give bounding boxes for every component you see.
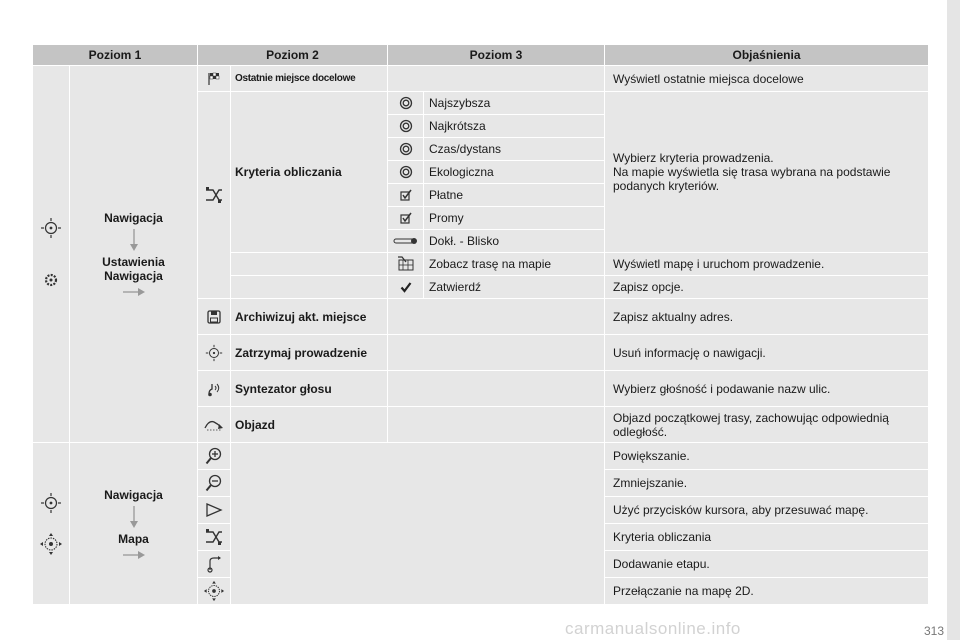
route-criteria-icon bbox=[205, 186, 223, 204]
arrow-right-icon bbox=[123, 287, 145, 297]
header-explanations: Objaśnienia bbox=[605, 45, 929, 66]
empty-level2-cell bbox=[231, 253, 388, 276]
map-2d-icon bbox=[203, 580, 225, 602]
save-disk-icon bbox=[206, 309, 222, 325]
confirm-desc: Zapisz opcje. bbox=[605, 276, 929, 299]
level2-icon-cell bbox=[198, 66, 231, 92]
page-number: 313 bbox=[923, 624, 944, 638]
cursor-desc: Użyć przycisków kursora, aby przesuwać mapę. bbox=[605, 497, 929, 524]
criteria-desc bbox=[605, 92, 929, 253]
radio-icon bbox=[399, 165, 413, 179]
last-destination-label: Ostatnie miejsce docelowe bbox=[231, 66, 388, 92]
zoom-out-icon-cell bbox=[198, 470, 231, 497]
arrow-down-icon bbox=[129, 229, 139, 251]
checkbox-icon bbox=[400, 189, 412, 201]
add-waypoint-icon bbox=[205, 555, 223, 573]
checkmark-icon bbox=[400, 281, 412, 293]
header-level2: Poziom 2 bbox=[198, 45, 388, 66]
detour-label: Objazd bbox=[231, 407, 388, 443]
route-criteria-icon-cell bbox=[198, 524, 231, 551]
checkmark-icon-cell bbox=[388, 276, 424, 299]
navigation-icon bbox=[40, 217, 62, 239]
radio-icon-cell bbox=[388, 92, 424, 115]
level2-icon-cell bbox=[198, 371, 231, 407]
empty-level3-cell bbox=[388, 299, 605, 335]
archive-desc: Zapisz aktualny adres. bbox=[605, 299, 929, 335]
navigation-icon bbox=[40, 492, 62, 514]
zoom-in-icon-cell bbox=[198, 443, 231, 470]
radio-icon bbox=[399, 142, 413, 156]
level2-icon-cell bbox=[198, 335, 231, 371]
level1-menu-cell bbox=[70, 66, 198, 443]
confirm-label: Zatwierdź bbox=[424, 276, 605, 299]
table-row bbox=[33, 66, 929, 92]
menu-navigation-label: Nawigacja bbox=[104, 211, 163, 225]
criteria-option-eco: Ekologiczna bbox=[424, 161, 605, 184]
slider-icon-cell bbox=[388, 230, 424, 253]
archive-label: Archiwizuj akt. miejsce bbox=[231, 299, 388, 335]
header-level1: Poziom 1 bbox=[33, 45, 198, 66]
header-level3: Poziom 3 bbox=[388, 45, 605, 66]
map-route-icon bbox=[397, 256, 415, 272]
criteria-option-fastest: Najszybsza bbox=[424, 92, 605, 115]
level1-icons-cell bbox=[33, 443, 70, 605]
empty-map-cell bbox=[231, 443, 605, 605]
radio-icon-cell bbox=[388, 115, 424, 138]
empty-level3-cell bbox=[388, 371, 605, 407]
voice-synth-desc: Wybierz głośność i podawanie nazw ulic. bbox=[605, 371, 929, 407]
page-side-tab bbox=[947, 0, 960, 640]
navigation-settings-icon bbox=[40, 269, 62, 291]
stop-guidance-desc: Usuń informację o nawigacji. bbox=[605, 335, 929, 371]
voice-icon bbox=[205, 380, 223, 398]
voice-synth-label: Syntezator głosu bbox=[231, 371, 388, 407]
cursor-icon bbox=[205, 502, 223, 518]
zoom-in-icon bbox=[205, 447, 223, 465]
criteria-option-time-distance: Czas/dystans bbox=[424, 138, 605, 161]
last-destination-desc: Wyświetl ostatnie miejsca docelowe bbox=[605, 66, 929, 92]
empty-level3-cell bbox=[388, 66, 605, 92]
criteria-option-ferries: Promy bbox=[424, 207, 605, 230]
radio-icon bbox=[399, 119, 413, 133]
route-criteria-icon bbox=[205, 528, 223, 546]
checkbox-icon-cell bbox=[388, 184, 424, 207]
empty-level2-cell bbox=[231, 276, 388, 299]
menu-settings-sub-label: Nawigacja bbox=[104, 269, 163, 283]
level1-icons-cell bbox=[33, 66, 70, 443]
level2-icon-cell bbox=[198, 407, 231, 443]
criteria-option-close: Dokł. - Blisko bbox=[424, 230, 605, 253]
add-waypoint-icon-cell bbox=[198, 551, 231, 578]
view-route-desc: Wyświetl mapę i uruchom prowadzenie. bbox=[605, 253, 929, 276]
level2-icon-cell bbox=[198, 92, 231, 299]
level2-icon-cell bbox=[198, 299, 231, 335]
detour-desc: Objazd początkowej trasy, zachowując odpowiednią odległość. bbox=[605, 407, 929, 443]
checkbox-icon bbox=[400, 212, 412, 224]
watermark-text: carmanualsonline.info bbox=[565, 619, 741, 638]
zoom-out-icon bbox=[205, 474, 223, 492]
add-waypoint-desc: Dodawanie etapu. bbox=[605, 551, 929, 578]
checkbox-icon-cell bbox=[388, 207, 424, 230]
radio-icon-cell bbox=[388, 138, 424, 161]
header-row bbox=[33, 45, 929, 66]
slider-icon bbox=[393, 236, 419, 246]
menu-navigation-label: Nawigacja bbox=[104, 487, 163, 502]
empty-level3-cell bbox=[388, 335, 605, 371]
table-row bbox=[33, 443, 929, 470]
crosshair-icon bbox=[205, 344, 223, 362]
stop-guidance-label: Zatrzymaj prowadzenie bbox=[231, 335, 388, 371]
map-move-icon bbox=[39, 532, 63, 556]
arrow-down-icon bbox=[129, 506, 139, 528]
criteria-option-shortest: Najkrótsza bbox=[424, 115, 605, 138]
cursor-icon-cell bbox=[198, 497, 231, 524]
radio-icon-cell bbox=[388, 161, 424, 184]
menu-table bbox=[32, 44, 929, 605]
level1-menu-cell bbox=[70, 443, 198, 605]
zoom-in-desc: Powiększanie. bbox=[605, 443, 929, 470]
map-route-icon-cell bbox=[388, 253, 424, 276]
criteria-label: Kryteria obliczania bbox=[231, 92, 388, 253]
menu-settings-label: Ustawienia bbox=[102, 255, 165, 269]
route-criteria-desc: Kryteria obliczania bbox=[605, 524, 929, 551]
map-2d-icon-cell bbox=[198, 578, 231, 605]
arrow-right-icon bbox=[123, 550, 145, 560]
menu-map-label: Mapa bbox=[118, 531, 149, 546]
map-2d-desc: Przełączanie na mapę 2D. bbox=[605, 578, 929, 605]
view-route-label: Zobacz trasę na mapie bbox=[424, 253, 605, 276]
checkered-flag-icon bbox=[207, 72, 221, 86]
criteria-option-toll: Płatne bbox=[424, 184, 605, 207]
criteria-desc-line1: Wybierz kryteria prowadzenia. bbox=[613, 151, 774, 165]
zoom-out-desc: Zmniejszanie. bbox=[605, 470, 929, 497]
detour-icon bbox=[204, 419, 224, 431]
criteria-desc-line2: Na mapie wyświetla się trasa wybrana na podstawie podanych kryteriów. bbox=[613, 165, 891, 193]
radio-icon bbox=[399, 96, 413, 110]
empty-level3-cell bbox=[388, 407, 605, 443]
